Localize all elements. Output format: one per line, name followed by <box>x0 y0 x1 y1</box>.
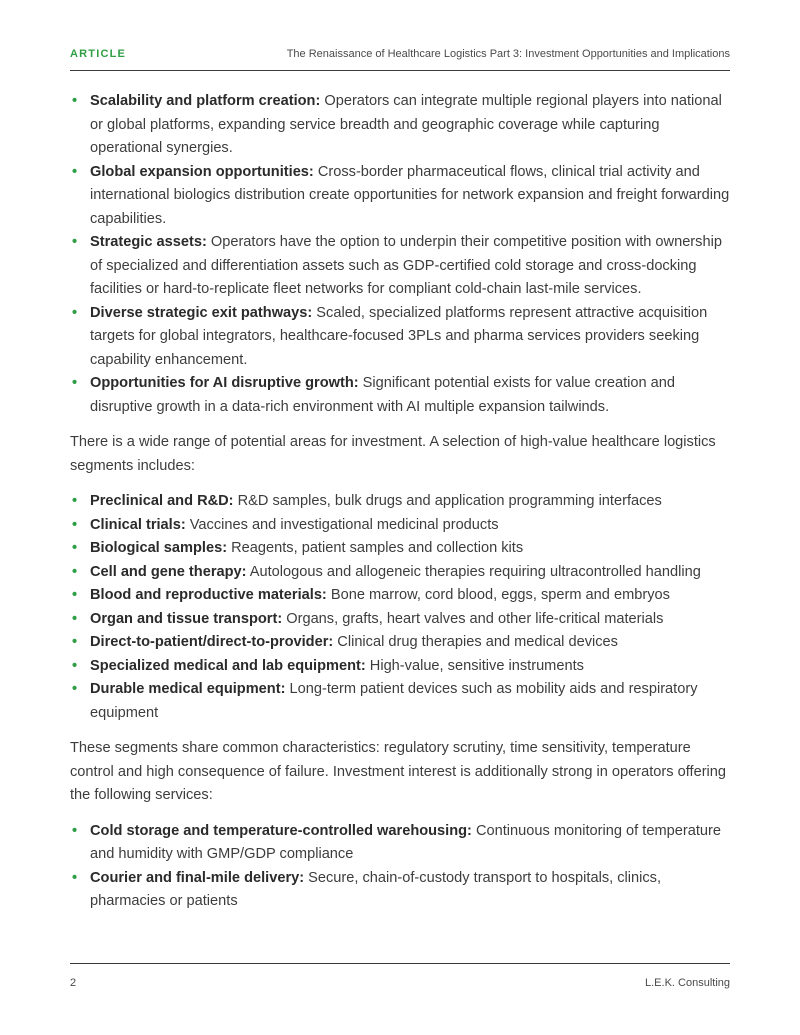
list-item <box>70 655 735 679</box>
list-item-heading: Blood and reproductive materials: <box>90 587 327 603</box>
list-item <box>70 537 735 561</box>
services-intro-paragraph: These segments share common characteristics: regulatory scrutiny, time sensitivity, temperature control and high consequence of failure. Investment interest is additionally strong in operators offering the following services: <box>70 740 727 803</box>
list-item <box>70 584 735 608</box>
list-item-text: Operators have the option to underpin their competitive position with ownership of specialized and differentiation assets such as GDP-certified cold storage and cross-docking facilities or hard-to-replicate fleet networks for compliant cold-chain last-mile services. <box>90 234 722 297</box>
list-item-heading: Organ and tissue transport: <box>90 610 283 627</box>
list-item <box>70 302 735 373</box>
list-item-heading: Specialized medical and lab equipment: <box>90 657 366 674</box>
list-item-text: Continuous monitoring of temperature and humidity with GMP/GDP compliance <box>90 822 721 862</box>
list-item <box>70 678 735 725</box>
list-item-text: Significant potential exists for value creation and disruptive growth in a data-rich environment with AI multiple expansion tailwinds. <box>90 375 676 415</box>
firm-name: L.E.K. Consulting <box>645 977 730 989</box>
list-item-text: Cross-border pharmaceutical flows, clinical trial activity and international biologics distribution create opportunities for network expansion and freight forwarding capabilities. <box>90 163 730 227</box>
article-body <box>70 90 735 914</box>
list-item <box>70 372 735 419</box>
list-item <box>70 90 735 161</box>
list-item <box>70 514 735 538</box>
list-item-text: Vaccines and investigational medicinal products <box>185 516 499 533</box>
list-item <box>70 608 735 632</box>
list-item-heading: Biological samples: <box>90 540 228 556</box>
page-header <box>70 44 730 71</box>
list-item-text: Operators can integrate multiple regional players into national or global platforms, expanding service breadth and geographic coverage while capturing operational synergies. <box>90 93 722 156</box>
page-number: 2 <box>70 977 77 989</box>
list-item-heading: Scalability and platform creation: <box>90 93 321 109</box>
list-item <box>70 490 735 514</box>
list-item-text: Reagents, patient samples and collection kits <box>227 540 524 556</box>
segments-list <box>70 490 735 725</box>
list-item <box>70 631 735 655</box>
running-title: The Renaissance of Healthcare Logistics Part 3: Investment Opportunities and Implications <box>286 48 730 60</box>
list-item-text: Secure, chain-of-custody transport to hospitals, clinics, pharmacies or patients <box>90 869 662 909</box>
list-item-text: Autologous and allogeneic therapies requiring ultracontrolled handling <box>246 563 701 580</box>
list-item <box>70 867 735 914</box>
list-item-heading: Cell and gene therapy: <box>90 563 247 580</box>
list-item-text: High-value, sensitive instruments <box>365 657 584 674</box>
list-item-text: R&D samples, bulk drugs and application programming interfaces <box>233 493 662 509</box>
list-item-text: Scaled, specialized platforms represent attractive acquisition targets for global integrators, healthcare-focused 3PLs and pharma services providers seeking capability enhancement. <box>90 304 708 368</box>
list-item-heading: Opportunities for AI disruptive growth: <box>90 375 359 391</box>
list-item <box>70 161 735 232</box>
benefits-list <box>70 90 735 419</box>
list-item-heading: Preclinical and R&D: <box>90 493 234 509</box>
list-item-heading: Clinical trials: <box>90 516 186 533</box>
list-item-heading: Direct-to-patient/direct-to-provider: <box>90 634 334 650</box>
list-item <box>70 820 735 867</box>
article-tag: ARTICLE <box>70 48 127 60</box>
list-item <box>70 231 735 302</box>
list-item-text: Clinical drug therapies and medical devices <box>333 634 618 650</box>
list-item-heading: Diverse strategic exit pathways: <box>90 304 313 321</box>
list-item-text: Organs, grafts, heart valves and other life-critical materials <box>282 610 664 627</box>
list-item-heading: Global expansion opportunities: <box>90 163 314 180</box>
list-item-heading: Strategic assets: <box>90 234 207 250</box>
list-item-heading: Cold storage and temperature-controlled warehousing: <box>90 822 472 839</box>
list-item <box>70 561 735 585</box>
segments-intro-paragraph: There is a wide range of potential areas for investment. A selection of high-value healthcare logistics segments includes: <box>70 434 716 474</box>
list-item-heading: Courier and final-mile delivery: <box>90 869 305 886</box>
list-item-heading: Durable medical equipment: <box>90 681 286 697</box>
list-item-text: Bone marrow, cord blood, eggs, sperm and embryos <box>326 587 670 603</box>
page-footer <box>70 963 730 994</box>
list-item-text: Long-term patient devices such as mobility aids and respiratory equipment <box>90 681 698 721</box>
services-list <box>70 820 735 914</box>
